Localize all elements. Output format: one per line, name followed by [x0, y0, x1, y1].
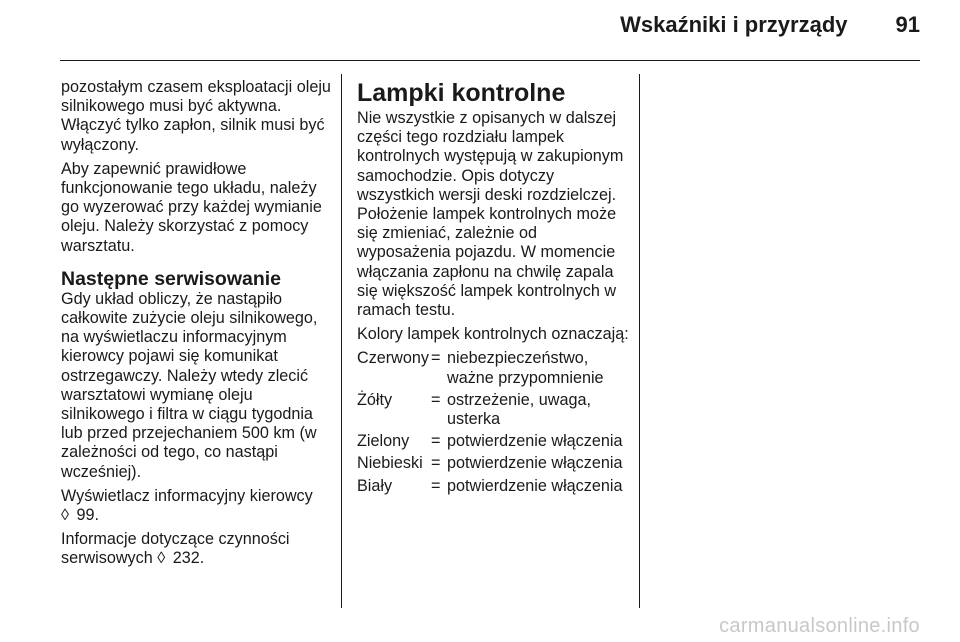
page-reference-link[interactable] — [157, 549, 204, 567]
equals-sign: = — [431, 349, 441, 368]
paragraph: Kolory lampek kontrolnych oznaczają: — [357, 325, 629, 344]
color-meaning: potwierdzenie włączenia — [447, 454, 623, 473]
column-divider-right — [639, 74, 640, 608]
left-column — [61, 78, 337, 574]
watermark: carmanualsonline.info — [719, 615, 920, 637]
color-name: Zielony — [357, 432, 410, 451]
color-name: Żółty — [357, 390, 393, 409]
paragraph: Gdy układ obliczy, że nastąpiło całkowite zużycie oleju silnikowego, na wyświetlaczu informacyjnym kierowcy pojawi się komunikat ostrzegawczy. Należy wtedy zlecić warsztatowi wymianę oleju silnikowego i filtra w ciągu tygodnia lub przed przejechaniem 500 km (w zależności od tego, co nastąpi wcześniej). — [61, 289, 318, 481]
page-header — [620, 12, 920, 38]
middle-column — [357, 78, 629, 499]
page-reference-number: 232. — [172, 549, 205, 568]
paragraph: pozostałym czasem eksploatacji oleju silnikowego musi być aktywna. Włączyć tylko zapłon, silnik musi być wyłączony. — [61, 78, 331, 154]
column-divider-left — [341, 74, 342, 608]
color-meaning: potwierdzenie włączenia — [447, 476, 623, 495]
color-legend-row — [357, 432, 629, 454]
section-title-heading: Lampki kontrolne — [357, 79, 566, 107]
equals-sign: = — [431, 432, 441, 451]
color-name: Biały — [357, 476, 393, 495]
color-meaning: niebezpieczeństwo, ważne przypomnienie — [447, 349, 604, 387]
page-reference-number: 99. — [76, 506, 100, 525]
color-legend-row — [357, 454, 629, 476]
color-meaning: potwierdzenie włączenia — [447, 432, 623, 451]
color-legend-row — [357, 349, 629, 390]
equals-sign: = — [431, 476, 441, 495]
header-rule — [60, 60, 920, 61]
paragraph-text: Informacje dotyczące czynności serwisowych — [61, 530, 290, 568]
equals-sign: = — [431, 390, 441, 409]
equals-sign: = — [431, 454, 441, 473]
color-meaning: ostrzeżenie, uwaga, usterka — [447, 390, 591, 429]
paragraph: Aby zapewnić prawidłowe funkcjonowanie tego układu, należy go wyzerować przy każdej wymianie oleju. Należy skorzystać z pomocy warsztatu. — [61, 159, 322, 255]
page-reference-link[interactable] — [61, 506, 99, 524]
section-title: Wskaźniki i przyrządy — [620, 12, 848, 37]
color-legend-table — [357, 349, 629, 498]
section-heading: Następne serwisowanie — [61, 267, 282, 290]
paragraph: Nie wszystkie z opisanych w dalszej części tego rozdziału lampek kontrolnych występują w zakupionym samochodzie. Opis dotyczy wszystkich wersji deski rozdzielczej. Położenie lampek kontrolnych może się zmieniać, zależnie od wyposażenia pojazdu. W momencie włączania zapłonu na chwilę zapala się większość lampek kontrolnych w ramach testu. — [357, 109, 624, 320]
color-name: Niebieski — [357, 454, 423, 473]
paragraph-with-reference — [61, 487, 337, 525]
color-legend-row — [357, 477, 629, 499]
paragraph-text: Wyświetlacz informacyjny kierowcy — [61, 486, 313, 505]
color-legend-row — [357, 391, 629, 432]
paragraph-with-reference — [61, 530, 337, 568]
color-name: Czerwony — [357, 349, 429, 368]
reference-arrow-icon: ◊ — [157, 549, 166, 568]
reference-arrow-icon: ◊ — [61, 506, 69, 525]
page-number: 91 — [895, 12, 920, 37]
